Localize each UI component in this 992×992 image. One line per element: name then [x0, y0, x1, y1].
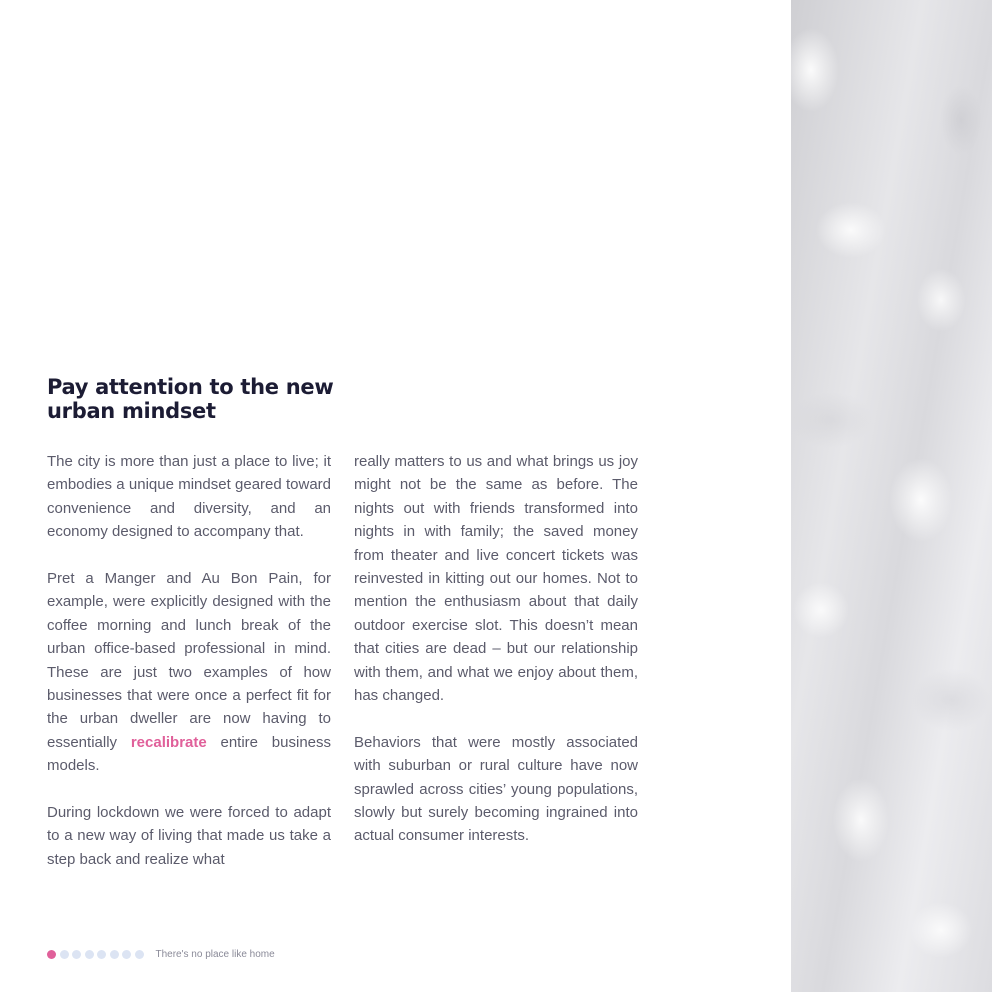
- article-heading: Pay attention to the new urban mindset: [47, 375, 334, 423]
- paragraph: The city is more than just a place to live; it embodies a unique mindset geared toward convenience and diversity, and an economy designed to accompany that.: [47, 453, 331, 541]
- page-footer: [47, 948, 275, 960]
- paragraph-text: entire business models.: [47, 733, 332, 775]
- paragraph: really matters to us and what brings us joy might not be the same as before. The nights out with friends transformed into nights in with family; the saved money from theater and live concert tickets was reinvested in kitting out our homes. Not to mention the enthusiasm about that daily outdoor exercise slot. This doesn’t mean that cities are dead – but our relationship with them, and what we enjoy about them, has changed.: [354, 453, 638, 705]
- page-dot: [110, 950, 119, 959]
- highlighted-word: recalibrate: [130, 733, 207, 751]
- paragraph: During lockdown we were forced to adapt to a new way of living that made us take a step back and realize what: [47, 804, 331, 868]
- marble-texture-image: [791, 0, 992, 992]
- page-dot: [85, 950, 94, 959]
- paragraph: Behaviors that were mostly associated with suburban or rural culture have now sprawled across cities’ young populations, slowly but surely becoming ingrained into actual consumer interests.: [354, 733, 638, 845]
- page-indicator: [47, 950, 144, 959]
- page-dot: [60, 950, 69, 959]
- page-dot-active: [47, 950, 56, 959]
- right-column: [354, 450, 638, 871]
- section-label: There's no place like home: [155, 948, 275, 960]
- left-column: [47, 450, 331, 895]
- paragraph-text: Pret a Manger and Au Bon Pain, for example, were explicitly designed with the coffee morning and lunch break of the urban office-based professional in mind. These are just two examples of how businesses that were once a perfect fit for the urban dweller are now having to essentially: [47, 570, 331, 751]
- page-dot: [72, 950, 81, 959]
- page-dot: [135, 950, 144, 959]
- page-dot: [97, 950, 106, 959]
- page-dot: [122, 950, 131, 959]
- paragraph: [47, 567, 331, 778]
